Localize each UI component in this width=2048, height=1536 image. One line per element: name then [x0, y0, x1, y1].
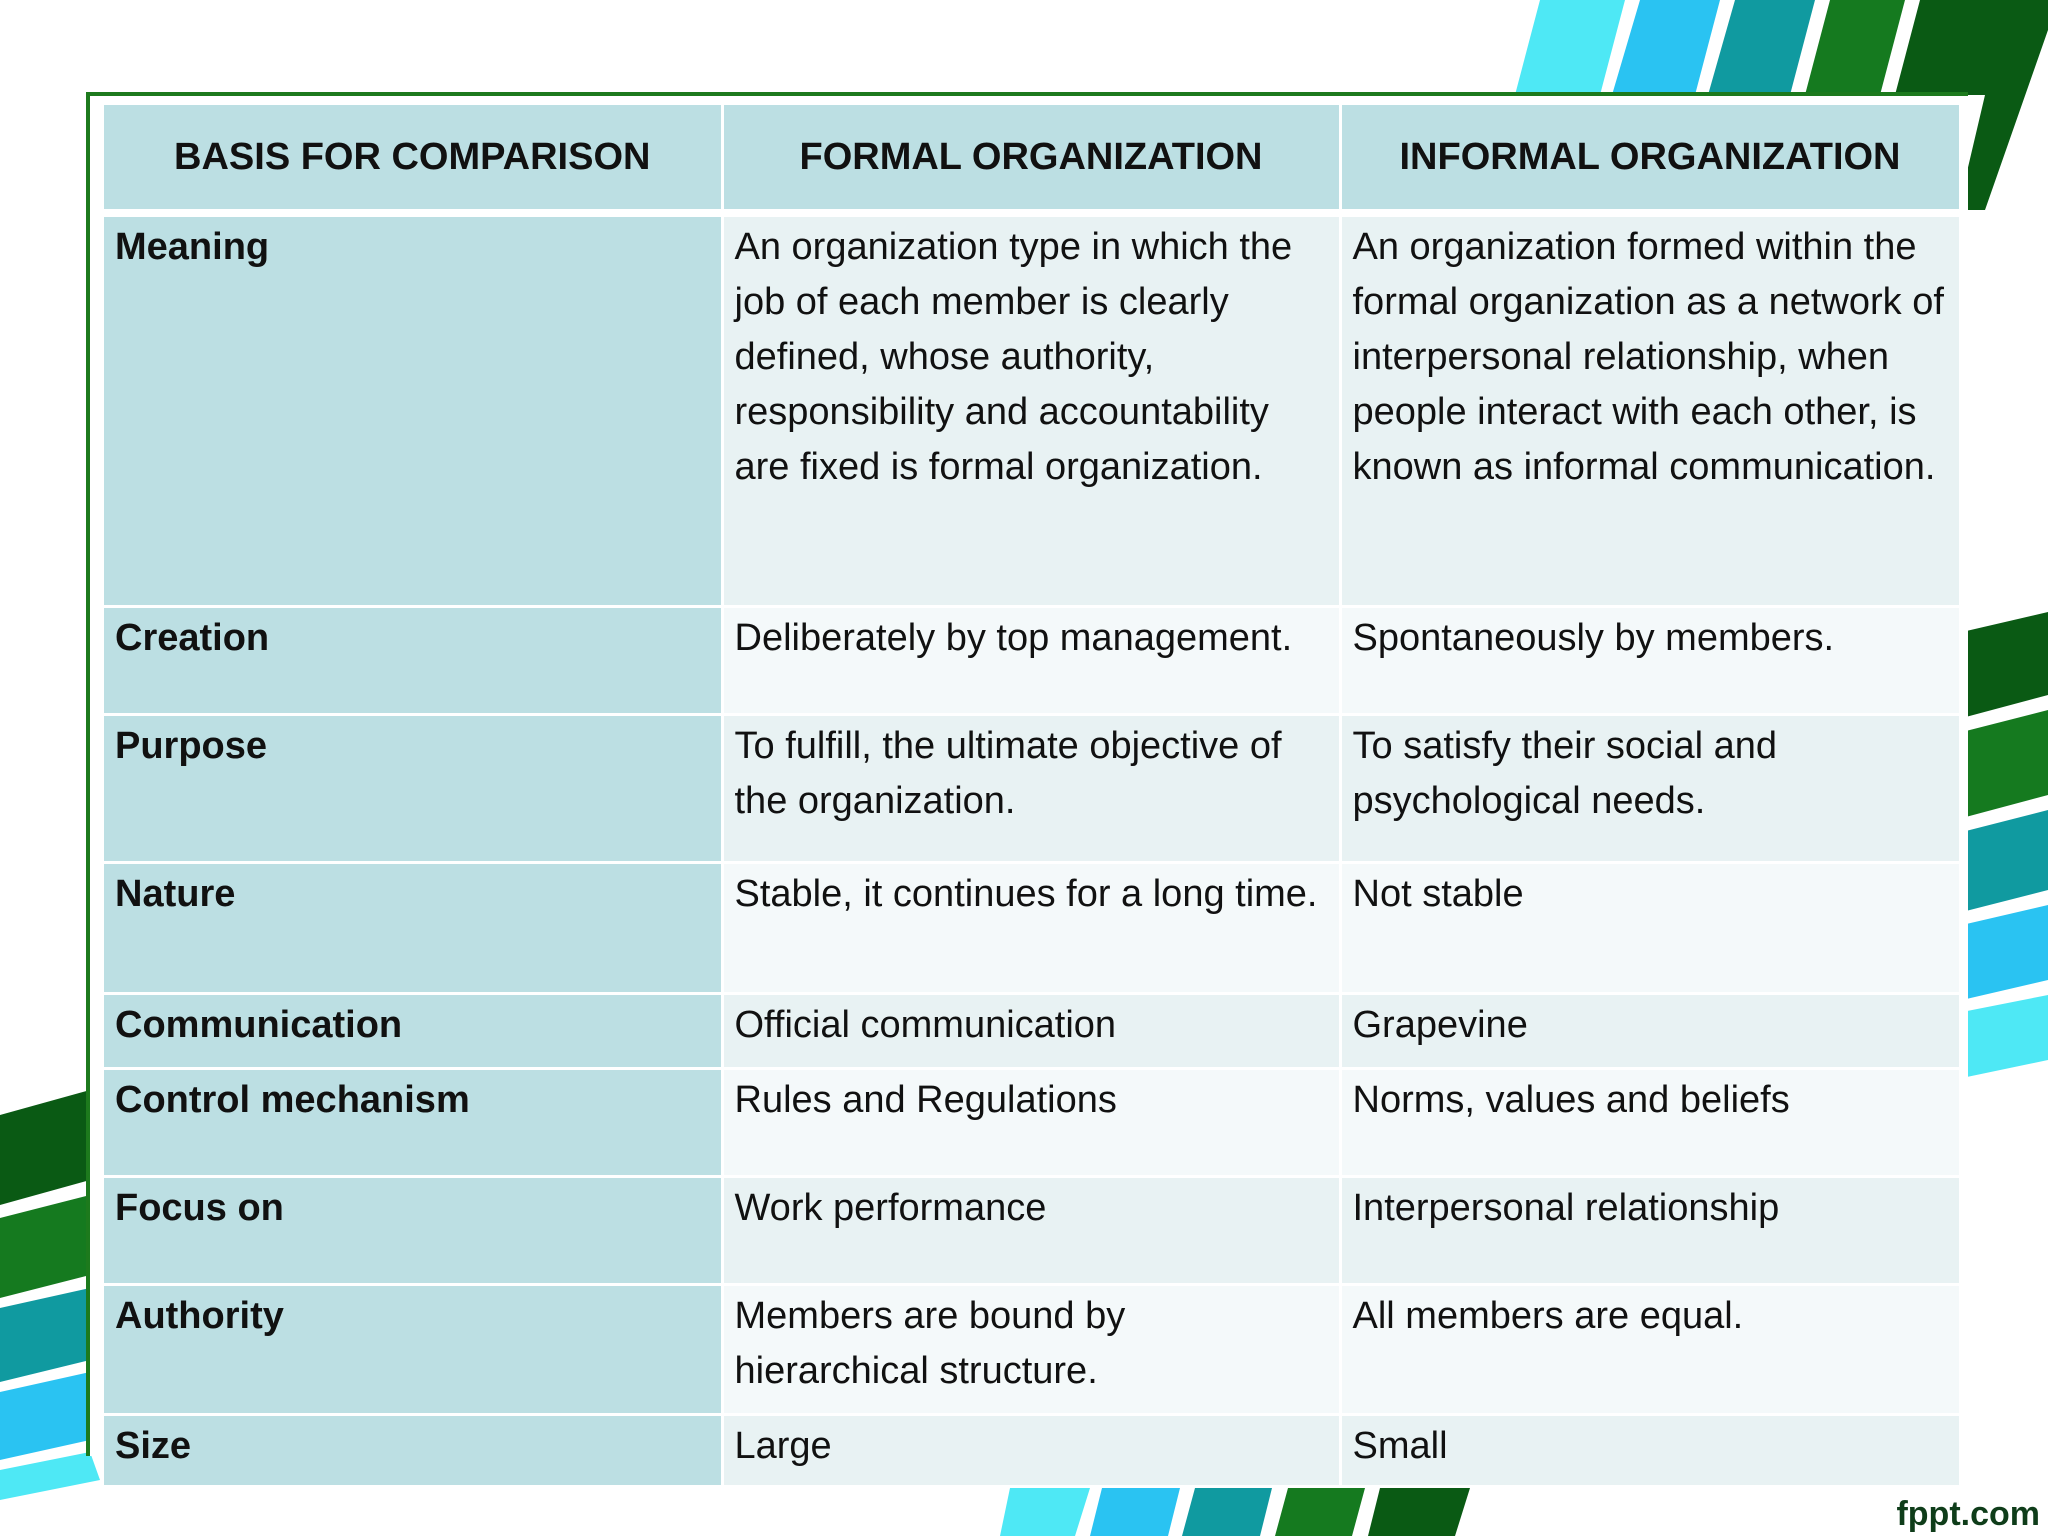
row-basis: Focus on [104, 1176, 722, 1284]
row-basis: Size [104, 1414, 722, 1486]
row-basis: Purpose [104, 714, 722, 862]
table-row [104, 1414, 1960, 1486]
stripe-right-dark [1962, 612, 2048, 718]
table-row [104, 1068, 1960, 1176]
stripe-left-blue [0, 1372, 90, 1460]
stripe-top-blue [1612, 0, 1720, 95]
stripe-left-green [0, 1195, 90, 1298]
row-formal: To fulfill, the ultimate objective of the organization. [722, 714, 1340, 862]
row-basis: Authority [104, 1284, 722, 1414]
stripe-right-blue [1962, 905, 2048, 1000]
row-informal: Spontaneously by members. [1340, 606, 1960, 714]
stripe-bottom-cyan [1000, 1488, 1090, 1536]
stripe-left-teal [0, 1288, 90, 1382]
row-formal: An organization type in which the job of each member is clearly defined, whose authority, responsibility and accountability are fixed is formal organization. [722, 213, 1340, 606]
stripe-top-teal [1708, 0, 1815, 95]
row-formal: Members are bound by hierarchical structure. [722, 1284, 1340, 1414]
row-basis: Creation [104, 606, 722, 714]
row-basis: Control mechanism [104, 1068, 722, 1176]
table-row [104, 714, 1960, 862]
row-informal: Grapevine [1340, 993, 1960, 1068]
stripe-left-cyan [0, 1452, 100, 1500]
stripe-bottom-dark [1368, 1488, 1470, 1536]
row-formal: Rules and Regulations [722, 1068, 1340, 1176]
header-formal: FORMAL ORGANIZATION [722, 105, 1340, 213]
fppt-logo: fppt.com [1896, 1495, 2040, 1533]
table-row [104, 1176, 1960, 1284]
stripe-bottom-teal [1182, 1488, 1272, 1536]
header-informal: INFORMAL ORGANIZATION [1340, 105, 1960, 213]
table-row [104, 1284, 1960, 1414]
table-row [104, 213, 1960, 606]
row-basis: Meaning [104, 213, 722, 606]
table-row [104, 606, 1960, 714]
header-basis: BASIS FOR COMPARISON [104, 105, 722, 213]
row-basis: Nature [104, 862, 722, 993]
stripe-left-dark [0, 1090, 90, 1205]
row-informal: An organization formed within the formal organization as a network of interpersonal relationship, when people interact with each other, is known as informal communication. [1340, 213, 1960, 606]
row-informal: Small [1340, 1414, 1960, 1486]
table-header-row [104, 105, 1960, 213]
stripe-right-green [1962, 710, 2048, 818]
row-informal: Not stable [1340, 862, 1960, 993]
row-informal: Norms, values and beliefs [1340, 1068, 1960, 1176]
table-row [104, 993, 1960, 1068]
row-formal: Work performance [722, 1176, 1340, 1284]
row-formal: Stable, it continues for a long time. [722, 862, 1340, 993]
row-basis: Communication [104, 993, 722, 1068]
row-formal: Large [722, 1414, 1340, 1486]
stripe-bottom-blue [1090, 1488, 1180, 1536]
stripe-top-green [1805, 0, 1905, 95]
row-informal: To satisfy their social and psychological needs. [1340, 714, 1960, 862]
row-informal: Interpersonal relationship [1340, 1176, 1960, 1284]
stripe-bottom-green [1275, 1488, 1365, 1536]
stripe-right-teal [1962, 810, 2048, 912]
row-formal: Deliberately by top management. [722, 606, 1340, 714]
row-formal: Official communication [722, 993, 1340, 1068]
stripe-top-cyan [1515, 0, 1625, 95]
stripe-right-cyan [1962, 995, 2048, 1078]
comparison-table [104, 105, 1962, 1488]
table-row [104, 862, 1960, 993]
row-informal: All members are equal. [1340, 1284, 1960, 1414]
